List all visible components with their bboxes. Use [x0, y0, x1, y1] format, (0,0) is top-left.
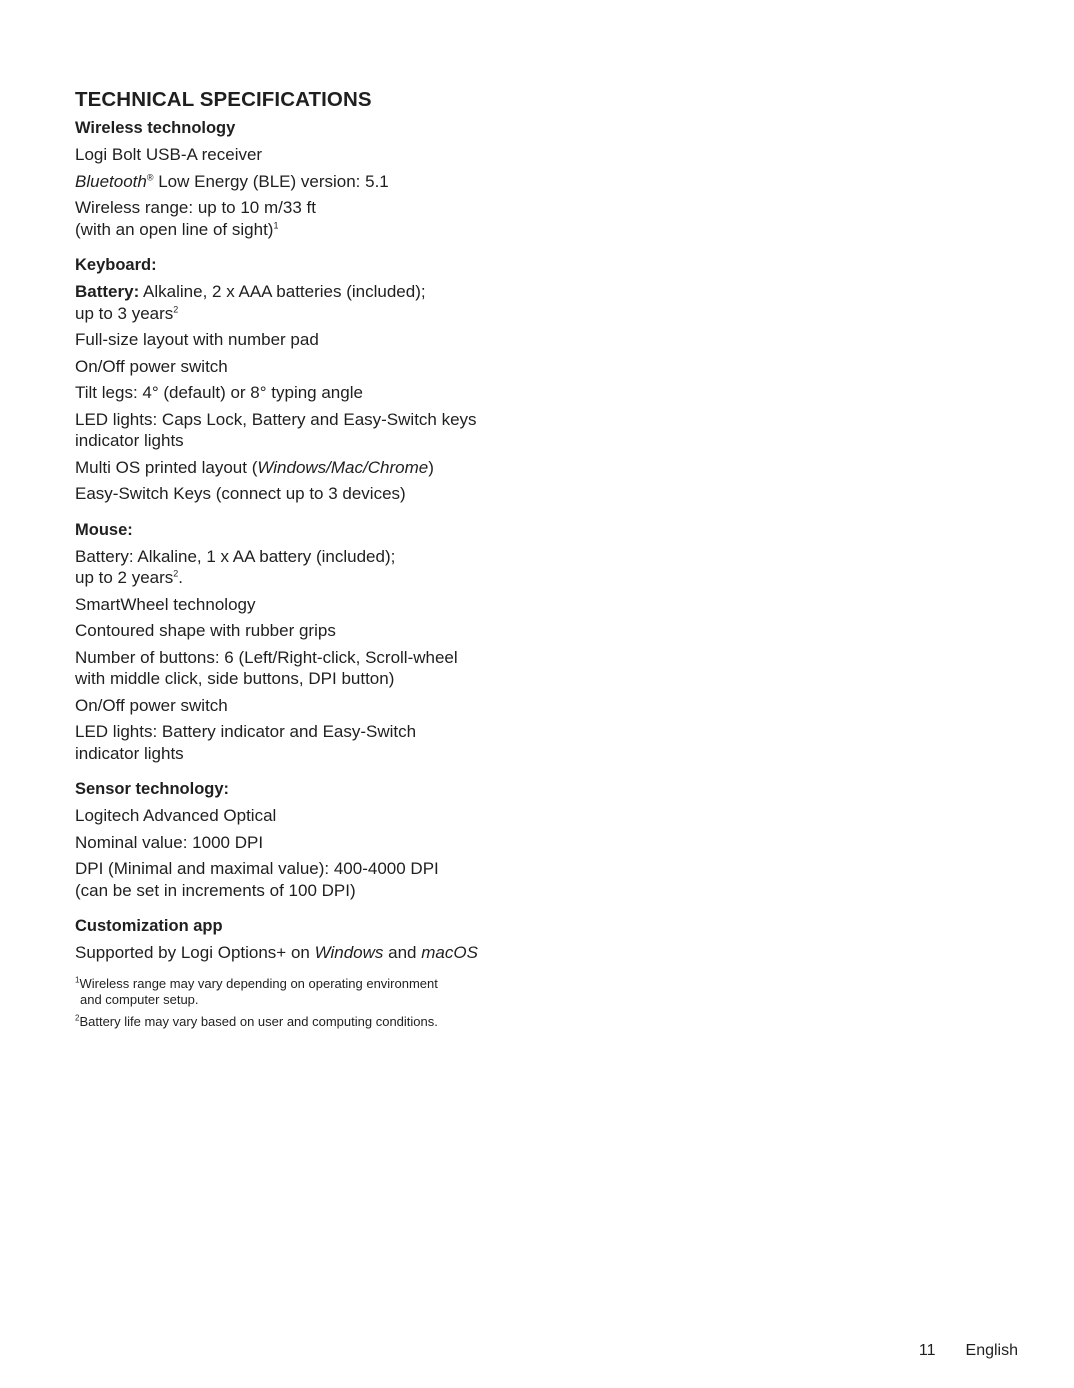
keyboard-led-line-1: LED lights: Caps Lock, Battery and Easy-Switch keys: [75, 409, 477, 429]
keyboard-layout-spec: Full-size layout with number pad: [75, 330, 319, 349]
keyboard-battery-life: up to 3 years: [75, 303, 174, 323]
app-and: and: [383, 943, 422, 962]
sensor-nominal-spec: Nominal value: 1000 DPI: [75, 832, 264, 852]
sensor-section: [75, 778, 535, 901]
spec-content: [75, 86, 535, 1030]
bluetooth-brand: Bluetooth: [75, 171, 147, 191]
mouse-buttons-line-1: Number of buttons: 6 (Left/Right-click, Scroll-wheel: [75, 647, 458, 667]
footnote-ref-2: 2: [173, 303, 179, 314]
mouse-section: [75, 519, 535, 765]
footnote-2: [75, 1014, 535, 1031]
footnote-ref-2b: 2: [173, 568, 179, 579]
keyboard-led-spec: [75, 409, 535, 452]
mouse-battery-line-2: up to 2 years: [75, 568, 174, 587]
app-support-spec: [75, 942, 535, 964]
range-line-1: Wireless range: up to 10 m/33 ft: [75, 198, 316, 217]
mouse-battery-line-1: Battery: Alkaline, 1 x AA battery (included);: [75, 546, 396, 566]
app-heading: Customization app: [75, 917, 223, 935]
keyboard-battery-label: Battery:: [75, 282, 140, 301]
app-section: [75, 915, 535, 964]
range-line-2: (with an open line of sight): [75, 219, 274, 239]
mouse-battery-end: .: [178, 568, 184, 587]
keyboard-heading: Keyboard:: [75, 256, 157, 274]
page-language: English: [965, 1342, 1018, 1359]
page-number: 11: [918, 1342, 936, 1359]
footnote-1-mark: 1: [75, 975, 80, 985]
registered-mark: ®: [146, 171, 154, 182]
app-windows: Windows: [314, 943, 384, 962]
os-list: Windows/Mac/Chrome: [257, 457, 429, 477]
app-macos: macOS: [421, 943, 478, 962]
os-suffix: ): [428, 457, 434, 477]
sensor-dpi-line-2: (can be set in increments of 100 DPI): [75, 880, 356, 900]
footnote-1-line-2: and computer setup.: [80, 992, 199, 1007]
footnote-ref-1: 1: [273, 219, 279, 230]
footnote-1: [75, 976, 535, 1009]
receiver-spec: Logi Bolt USB-A receiver: [75, 145, 263, 164]
footnotes: [75, 976, 535, 1031]
keyboard-battery-spec: [75, 281, 535, 324]
wireless-heading: Wireless technology: [75, 119, 236, 137]
keyboard-easy-switch-spec: Easy-Switch Keys (connect up to 3 devices): [75, 484, 406, 503]
page-footer: [919, 1340, 1018, 1362]
sensor-dpi-spec: [75, 858, 535, 901]
page-title: TECHNICAL SPECIFICATIONS: [75, 88, 372, 111]
footnote-2-text: Battery life may vary based on user and computing conditions.: [79, 1013, 438, 1029]
mouse-buttons-spec: [75, 647, 535, 690]
mouse-led-spec: [75, 721, 535, 764]
footnote-2-mark: 2: [75, 1013, 80, 1023]
keyboard-battery-text: Alkaline, 2 x AAA batteries (included);: [139, 282, 426, 301]
os-prefix: Multi OS printed layout (: [75, 457, 258, 477]
mouse-shape-spec: Contoured shape with rubber grips: [75, 621, 336, 640]
sensor-optical-spec: Logitech Advanced Optical: [75, 806, 277, 825]
keyboard-os-spec: [75, 457, 535, 479]
mouse-power-spec: On/Off power switch: [75, 695, 228, 715]
sensor-dpi-line-1: DPI (Minimal and maximal value): 400-4000 DPI: [75, 859, 439, 878]
mouse-led-line-1: LED lights: Battery indicator and Easy-Switch: [75, 722, 417, 741]
keyboard-power-spec: On/Off power switch: [75, 356, 228, 376]
mouse-heading: Mouse:: [75, 520, 133, 539]
keyboard-tilt-spec: Tilt legs: 4° (default) or 8° typing angle: [75, 383, 363, 402]
bluetooth-spec: [75, 171, 535, 193]
mouse-smartwheel-spec: SmartWheel technology: [75, 594, 256, 614]
keyboard-led-line-2: indicator lights: [75, 431, 184, 450]
footnote-1-line-1: Wireless range may vary depending on operating environment: [79, 975, 438, 991]
sensor-heading: Sensor technology:: [75, 780, 230, 798]
mouse-led-line-2: indicator lights: [75, 743, 184, 763]
mouse-buttons-line-2: with middle click, side buttons, DPI button): [75, 669, 395, 688]
app-prefix: Supported by Logi Options+ on: [75, 943, 315, 962]
mouse-battery-spec: [75, 546, 535, 589]
keyboard-section: [75, 254, 535, 505]
bluetooth-version: Low Energy (BLE) version: 5.1: [153, 171, 389, 191]
wireless-section: [75, 117, 535, 240]
wireless-range-spec: [75, 197, 535, 240]
